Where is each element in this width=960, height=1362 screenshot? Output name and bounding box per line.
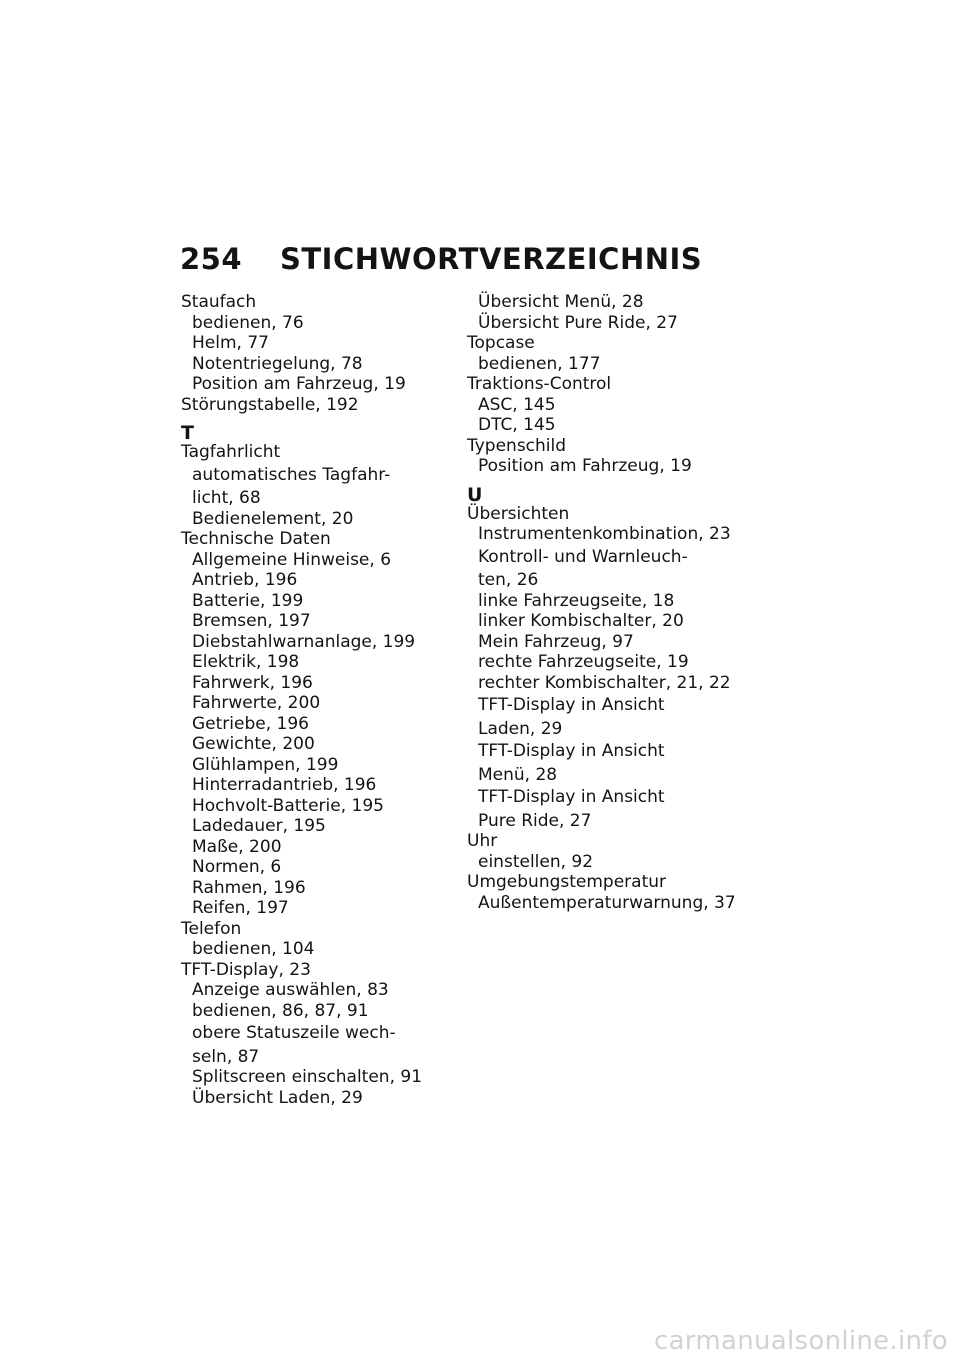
index-subentry: Ladedauer, 195 [192, 816, 326, 836]
index-subentry: Batterie, 199 [192, 590, 304, 611]
index-subentry: Fahrwerk, 196 [192, 672, 313, 693]
index-subentry: obere Statuszeile wech- [192, 1023, 396, 1043]
page-number: 254 [180, 242, 243, 276]
index-subentry: Übersicht Menü, 28 [478, 292, 644, 312]
index-entry: Störungstabelle, 192 [181, 394, 359, 415]
index-subentry: Bremsen, 197 [192, 611, 311, 631]
index-subentry: Normen, 6 [192, 857, 282, 877]
index-entry: Tagfahrlicht [181, 442, 281, 462]
index-subentry: bedienen, 104 [192, 939, 315, 959]
index-entry: Typenschild [467, 435, 567, 456]
index-subentry: einstellen, 92 [478, 851, 594, 872]
index-subentry: ten, 26 [478, 570, 539, 590]
index-subentry: Glühlampen, 199 [192, 754, 339, 775]
page-title: STICHWORTVERZEICHNIS [280, 242, 703, 276]
index-subentry: Helm, 77 [192, 333, 269, 353]
index-letter-heading: T [181, 422, 194, 444]
index-subentry: Maße, 200 [192, 836, 282, 857]
index-entry: Uhr [467, 831, 498, 851]
index-entry: Traktions-Control [467, 374, 612, 394]
index-subentry: Anzeige auswählen, 83 [192, 980, 389, 1000]
index-subentry: ASC, 145 [478, 394, 556, 415]
index-entry: Umgebungstemperatur [467, 872, 667, 892]
index-entry: Telefon [181, 918, 242, 939]
index-entry: Übersichten [467, 503, 570, 524]
index-subentry: Position am Fahrzeug, 19 [478, 456, 692, 476]
index-entry: TFT-Display, 23 [181, 959, 311, 980]
index-subentry: Übersicht Pure Ride, 27 [478, 312, 678, 333]
index-subentry: Antrieb, 196 [192, 570, 298, 590]
index-subentry: Menü, 28 [478, 764, 558, 785]
index-subentry: Elektrik, 198 [192, 652, 300, 672]
index-column-left [181, 292, 441, 1108]
index-subentry: Übersicht Laden, 29 [192, 1087, 363, 1108]
index-subentry: seln, 87 [192, 1046, 260, 1067]
index-subentry: Fahrwerte, 200 [192, 693, 321, 713]
index-subentry: TFT-Display in Ansicht [478, 695, 665, 715]
index-subentry: linker Kombischalter, 20 [478, 611, 684, 631]
index-letter-heading: U [467, 483, 483, 506]
index-subentry: bedienen, 86, 87, 91 [192, 1000, 369, 1021]
index-subentry: Allgemeine Hinweise, 6 [192, 549, 392, 570]
index-subentry: Splitscreen einschalten, 91 [192, 1067, 423, 1087]
index-subentry: Diebstahlwarnanlage, 199 [192, 631, 416, 652]
index-entry: Technische Daten [181, 529, 331, 549]
index-entry: Staufach [181, 292, 257, 312]
index-subentry: bedienen, 76 [192, 312, 304, 333]
index-subentry: rechter Kombischalter, 21, 22 [478, 672, 731, 693]
page-header [180, 242, 702, 278]
index-subentry: Pure Ride, 27 [478, 810, 592, 831]
index-subentry: Position am Fahrzeug, 19 [192, 374, 406, 394]
index-subentry: Mein Fahrzeug, 97 [478, 631, 634, 652]
index-subentry: Laden, 29 [478, 718, 563, 739]
index-subentry: Außentemperaturwarnung, 37 [478, 892, 736, 913]
index-subentry: Getriebe, 196 [192, 713, 309, 734]
watermark: carmanualsonline.info [653, 1326, 948, 1356]
index-subentry: linke Fahrzeugseite, 18 [478, 590, 675, 611]
index-subentry: Notentriegelung, 78 [192, 353, 363, 374]
index-entry: Topcase [467, 333, 535, 353]
index-subentry: TFT-Display in Ansicht [478, 741, 665, 761]
index-subentry: TFT-Display in Ansicht [478, 787, 665, 807]
index-subentry: Kontroll- und Warnleuch- [478, 546, 688, 567]
index-subentry: Gewichte, 200 [192, 734, 315, 754]
index-subentry: rechte Fahrzeugseite, 19 [478, 652, 689, 672]
index-subentry: bedienen, 177 [478, 353, 601, 374]
index-subentry: DTC, 145 [478, 415, 556, 435]
index-subentry: automatisches Tagfahr- [192, 464, 391, 485]
index-subentry: Bedienelement, 20 [192, 508, 354, 529]
index-subentry: Hinterradantrieb, 196 [192, 775, 377, 795]
index-column-right [467, 292, 757, 913]
index-subentry: Instrumentenkombination, 23 [478, 524, 731, 544]
index-subentry: licht, 68 [192, 488, 261, 508]
index-subentry: Hochvolt-Batterie, 195 [192, 795, 384, 816]
index-subentry: Reifen, 197 [192, 898, 289, 918]
index-subentry: Rahmen, 196 [192, 877, 306, 898]
